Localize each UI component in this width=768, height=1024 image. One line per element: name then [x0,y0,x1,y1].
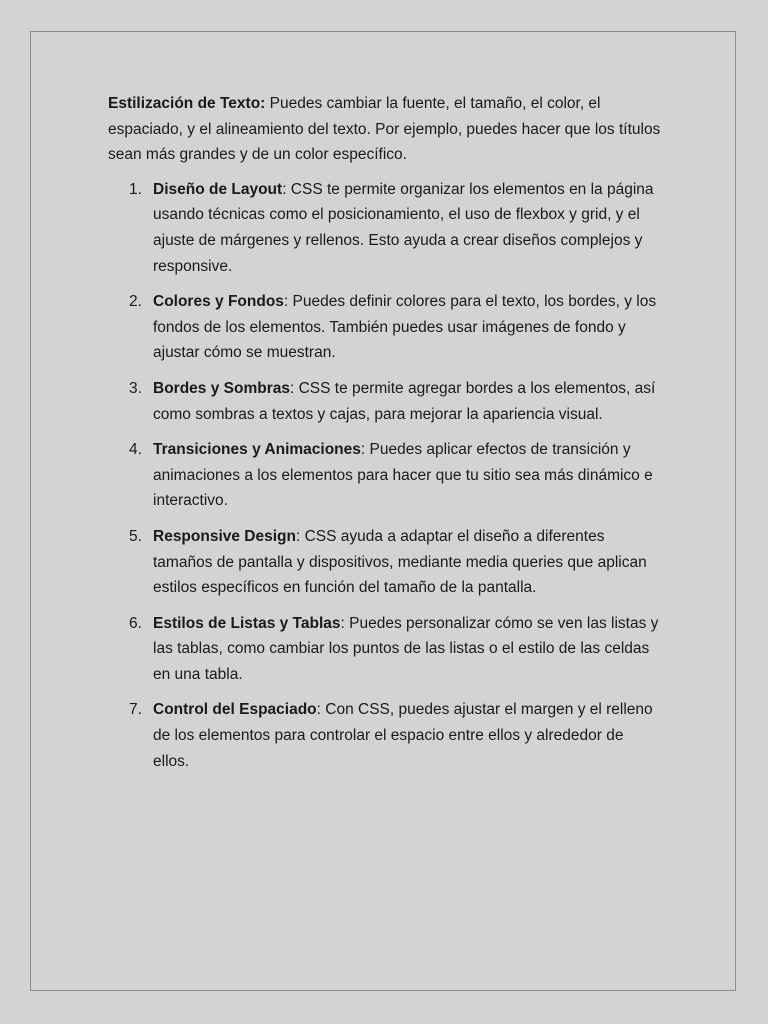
intro-text: Puedes cambiar la fuente, el tamaño, el color, el espaciado, y el alineamiento del texto. Por ejemplo, puedes hacer que los títulos sean más grandes y de un color específico. [108,95,661,164]
list-item-number: 4. [129,441,142,459]
list-item-number: 7. [129,701,142,719]
list-item-heading: Diseño de Layout [153,180,283,198]
list-item-heading: Colores y Fondos [153,293,284,311]
list-item [108,177,668,279]
document-page [30,31,736,991]
list-item-text: : Puedes definir colores para el texto, los bordes, y los fondos de los elementos. También puedes usar imágenes de fondo y ajustar cómo se muestran. [153,293,657,362]
list-item-number: 3. [129,379,142,397]
list-item-text: : CSS te permite agregar bordes a los elementos, así como sombras a textos y cajas, para mejorar la apariencia visual. [153,379,656,423]
list-item-heading: Control del Espaciado [153,701,317,719]
list-item-number: 6. [129,614,142,632]
list-item [108,524,668,601]
document-body [108,91,668,784]
intro-paragraph [108,91,668,168]
list-item-heading: Responsive Design [153,527,296,545]
list-item-number: 2. [129,293,142,311]
list-item-heading: Transiciones y Animaciones [153,441,361,459]
list-item-text: : Puedes aplicar efectos de transición y animaciones a los elementos para hacer que tu sitio sea más dinámico e interactivo. [153,441,653,510]
list-item [108,376,668,427]
list-item-text: : CSS te permite organizar los elementos en la página usando técnicas como el posicionamiento, el uso de flexbox y grid, y el ajuste de márgenes y rellenos. Esto ayuda a crear diseños complejos y responsive. [153,180,654,275]
numbered-list [108,177,668,774]
intro-heading: Estilización de Texto: [108,95,266,112]
list-item [108,437,668,514]
list-item [108,289,668,366]
list-item-text: : Con CSS, puedes ajustar el margen y el relleno de los elementos para controlar el espacio entre ellos y alrededor de ellos. [153,701,653,770]
list-item [108,611,668,688]
list-item-number: 5. [129,527,142,545]
list-item-heading: Bordes y Sombras [153,379,290,397]
list-item [108,697,668,774]
list-item-text: : Puedes personalizar cómo se ven las listas y las tablas, como cambiar los puntos de las listas o el estilo de las celdas en una tabla. [153,614,659,683]
list-item-heading: Estilos de Listas y Tablas [153,614,341,632]
list-item-number: 1. [129,180,142,198]
list-item-text: : CSS ayuda a adaptar el diseño a diferentes tamaños de pantalla y dispositivos, mediante media queries que aplican estilos específicos en función del tamaño de la pantalla. [153,527,647,597]
